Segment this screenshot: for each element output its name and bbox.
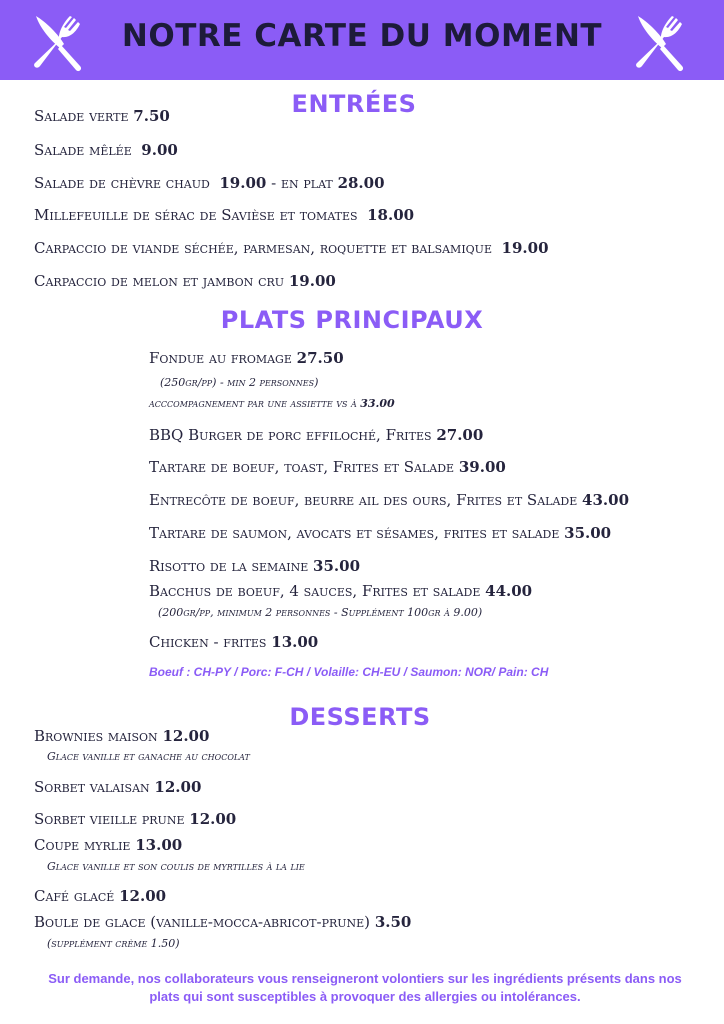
item-price: 35.00 [564, 524, 612, 542]
item-note: (200gr/pp, minimum 2 personnes - Supplément 100gr à 9.00) [158, 606, 483, 619]
item-name: Salade verte [34, 107, 129, 125]
item-price: 3.50 [374, 913, 412, 931]
item-price: 9.00 [141, 141, 178, 159]
item-name: Tartare de saumon, avocats et sésames, frites et salade [149, 524, 560, 542]
item-note: (250gr/pp) - min 2 personnes) [160, 376, 319, 389]
item-name: Millefeuille de sérac de Savièse et tomates [34, 206, 358, 224]
page-title: NOTRE CARTE DU MOMENT [121, 18, 603, 54]
menu-item [149, 557, 360, 575]
item-price: 35.00 [313, 557, 361, 575]
item-price: 12.00 [119, 887, 167, 905]
menu-item [34, 141, 178, 159]
menu-item [34, 174, 385, 192]
fork-knife-icon [630, 12, 690, 74]
section-title-plats: PLATS PRINCIPAUX [220, 306, 484, 334]
item-name: Salade mêlée [34, 141, 132, 159]
item-price: 13.00 [271, 633, 319, 651]
meat-origin-note: Boeuf : CH-PY / Porc: F-CH / Volaille: CH-EU / Saumon: NOR/ Pain: CH [149, 665, 549, 679]
item-name: Salade de chèvre chaud [34, 174, 210, 192]
item-name: Coupe myrlie [34, 836, 131, 854]
item-price: 44.00 [485, 582, 533, 600]
menu-item [34, 836, 182, 854]
item-name: Bacchus de boeuf, 4 sauces, Frites et salade [149, 582, 481, 600]
item-note [149, 397, 395, 410]
item-name: Chicken - frites [149, 633, 267, 651]
menu-item [149, 426, 483, 444]
item-name: Risotto de la semaine [149, 557, 309, 575]
item-name: Boule de glace (vanille-mocca-abricot-prune) [34, 913, 371, 931]
item-name: Carpaccio de melon et jambon cru [34, 272, 285, 290]
item-price: 19.00 [501, 239, 549, 257]
item-note: Glace vanille et ganache au chocolat [47, 750, 250, 763]
section-title-entrees: ENTRÉES [291, 90, 417, 118]
item-extra: - en plat [271, 174, 333, 192]
item-note-text: acccompagnement par une assiette vs à [149, 397, 357, 410]
item-name: Fondue au fromage [149, 349, 292, 367]
menu-item [149, 633, 318, 651]
menu-item [34, 887, 166, 905]
item-price: 19.00 [219, 174, 267, 192]
menu-item [149, 582, 532, 600]
item-name: Sorbet valaisan [34, 778, 150, 796]
menu-item [34, 206, 414, 224]
item-price: 18.00 [367, 206, 415, 224]
menu-item [34, 107, 170, 125]
menu-item [34, 239, 549, 257]
item-price: 43.00 [582, 491, 630, 509]
menu-item [149, 491, 629, 509]
item-price: 12.00 [162, 727, 210, 745]
menu-item [34, 272, 336, 290]
item-name: Brownies maison [34, 727, 158, 745]
item-name: Tartare de boeuf, toast, Frites et Salade [149, 458, 455, 476]
menu-item [34, 727, 209, 745]
footer-line: plats qui sont susceptibles à provoquer des allergies ou intolérances. [149, 989, 581, 1004]
fork-knife-icon [28, 12, 88, 74]
footer-line: Sur demande, nos collaborateurs vous renseigneront volontiers sur les ingrédients présents dans nos [48, 971, 682, 986]
menu-item [149, 458, 506, 476]
allergy-footer [30, 970, 700, 1006]
item-note: Glace vanille et son coulis de myrtilles à la lie [47, 860, 305, 873]
menu-item [149, 524, 611, 542]
item-price: 19.00 [288, 272, 336, 290]
item-note-price: 33.00 [360, 397, 395, 410]
item-name: Sorbet vieille prune [34, 810, 185, 828]
item-price: 39.00 [458, 458, 506, 476]
item-price: 12.00 [189, 810, 237, 828]
menu-item [34, 778, 201, 796]
item-price: 27.00 [436, 426, 484, 444]
item-name: Carpaccio de viande séchée, parmesan, roquette et balsamique [34, 239, 492, 257]
item-price: 27.50 [296, 349, 344, 367]
menu-item [34, 913, 411, 931]
item-note: (supplément crème 1.50) [47, 937, 180, 950]
header-banner [0, 0, 724, 80]
item-name: Entrecôte de boeuf, beurre ail des ours, Frites et Salade [149, 491, 578, 509]
item-price: 13.00 [135, 836, 183, 854]
item-price: 7.50 [133, 107, 170, 125]
menu-item [149, 349, 344, 367]
item-name: Café glacé [34, 887, 115, 905]
section-title-desserts: DESSERTS [289, 703, 431, 731]
item-name: BBQ Burger de porc effiloché, Frites [149, 426, 432, 444]
item-extra-price: 28.00 [337, 174, 385, 192]
menu-item [34, 810, 236, 828]
item-price: 12.00 [154, 778, 202, 796]
